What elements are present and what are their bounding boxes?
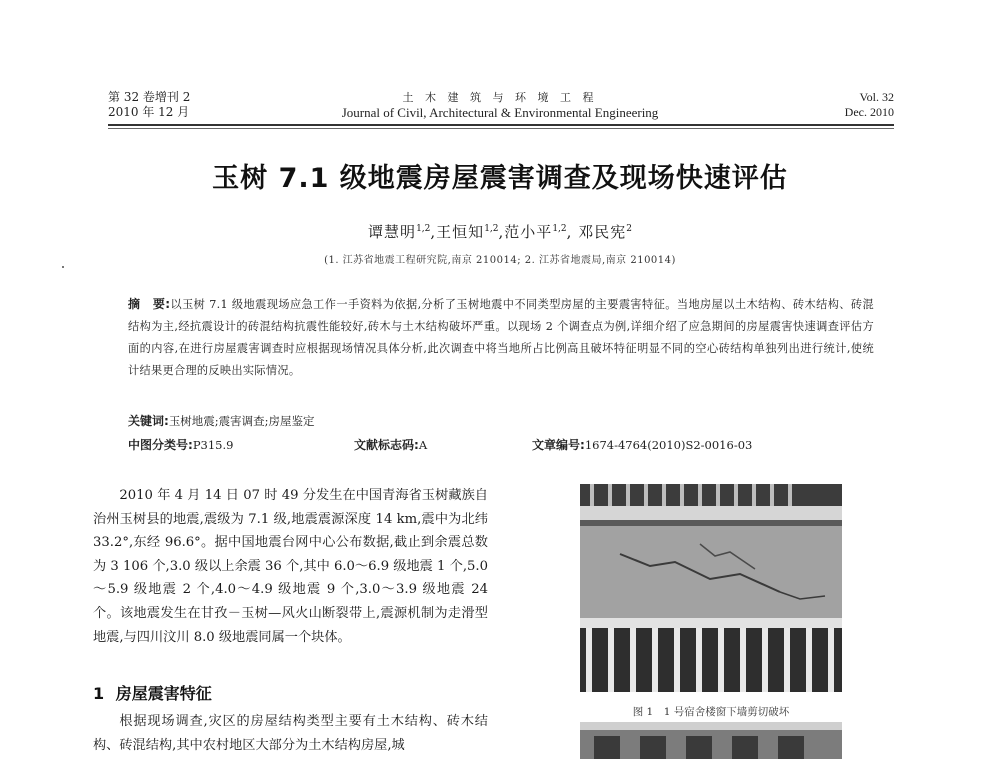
header-date-en: Dec. 2010 [844,105,894,119]
author-name: 范小平 [504,223,553,241]
clc-number [128,436,233,453]
author-name: 邓民宪 [578,223,627,241]
intro-paragraph: 2010 年 4 月 14 日 07 时 49 分发生在中国青海省玉树藏族自治州玉树县的地震,震级为 7.1 级,地震震源深度 14 km,震中为北纬 33.2°,东经 96.6°。据中国地震台网中心公布数据,截止到余震总数为 3 106 个,3.0 级以上余震 36 个,其中 6.0～6.9 级地震 1 个,5.0～5.9 级地震 2 个,4.0～4.9 级地震 9 个,3.0～3.9 级地震 24 个。该地震发生在甘孜－玉树—风火山断裂带上,震源机制为走滑型地震,与四川汶川 8.0 级地震同属一个块体。 [93,488,488,645]
header-volume-info [108,90,190,120]
intro-section [93,484,488,649]
article-number-value: 1674-4764(2010)S2-0016-03 [584,438,753,452]
keywords-label: 关键词: [128,414,169,428]
header-rule-thin [108,128,894,129]
author-affil-mark: 1,2 [416,224,431,234]
header-volume: 第 32 卷增刊 2 [108,90,191,104]
header-journal [300,90,700,120]
section-title: 房屋震害特征 [115,684,212,703]
header-volume-en [800,90,894,120]
author-name: 谭慧明 [368,223,417,241]
doc-code [354,436,427,453]
clc-label: 中图分类号: [128,438,193,452]
keywords [128,412,315,429]
author-list: 谭慧明$^{1,2}$,王恒知$^{1,2}$,范小平$^{1,2}$, 邓民宪$^2$ [368,223,632,241]
doc-code-value: A [418,438,428,452]
header-vol-en: Vol. 32 [859,90,894,104]
author-affil-mark: 1,2 [552,224,567,234]
figure-1-photo [580,484,842,692]
paper-title: 玉树 7.1 级地震房屋震害调查及现场快速评估 [212,163,788,194]
clc-value: P315.9 [192,438,234,452]
keywords-text: 玉树地震;震害调查;房屋鉴定 [168,414,315,428]
section1-body [93,710,488,757]
abstract-text: 以玉树 7.1 级地震现场应急工作一手资料为依据,分析了玉树地震中不同类型房屋的主要震害特征。当地房屋以土木结构、砖木结构、砖混结构为主,经抗震设计的砖混结构抗震性能较好,砖木与土木结构破坏严重。以现场 2 个调查点为例,详细介绍了应急期间的房屋震害快速调查评估方面的内容,在进行房屋震害调查时应根据现场情况具体分析,此次调查中将当地所占比例高且破坏特征明显不同的空心砖结构单独列出进行统计,使统计结果更合理的反映出实际情况。 [128,298,875,377]
section-number: 1 [93,684,105,703]
header-rule-thick [108,124,894,126]
author-affil-mark: 1,2 [484,224,499,234]
journal-name-en: Journal of Civil, Architectural & Environmental Engineering [341,105,659,120]
figure-2-photo-partial [580,722,842,759]
author-affil-mark: 2 [626,224,632,234]
section1-paragraph: 根据现场调查,灾区的房屋结构类型主要有土木结构、砖木结构、砖混结构,其中农村地区大部分为土木结构房屋,城 [93,714,488,753]
article-number-label: 文章编号: [532,438,585,452]
abstract [128,293,874,382]
abstract-label: 摘 要: [128,297,171,311]
section-heading [93,681,212,704]
author-name: 王恒知 [436,223,485,241]
article-number [532,436,752,453]
journal-name-cn: 土 木 建 筑 与 环 境 工 程 [402,91,598,104]
scan-speck [62,266,64,268]
header-date: 2010 年 12 月 [108,105,190,119]
affiliations: (1. 江苏省地震工程研究院,南京 210014; 2. 江苏省地震局,南京 210014) [324,255,676,266]
doc-code-label: 文献标志码: [354,438,419,452]
figure-1-caption: 图 1 1 号宿舍楼窗下墙剪切破坏 [632,706,790,718]
